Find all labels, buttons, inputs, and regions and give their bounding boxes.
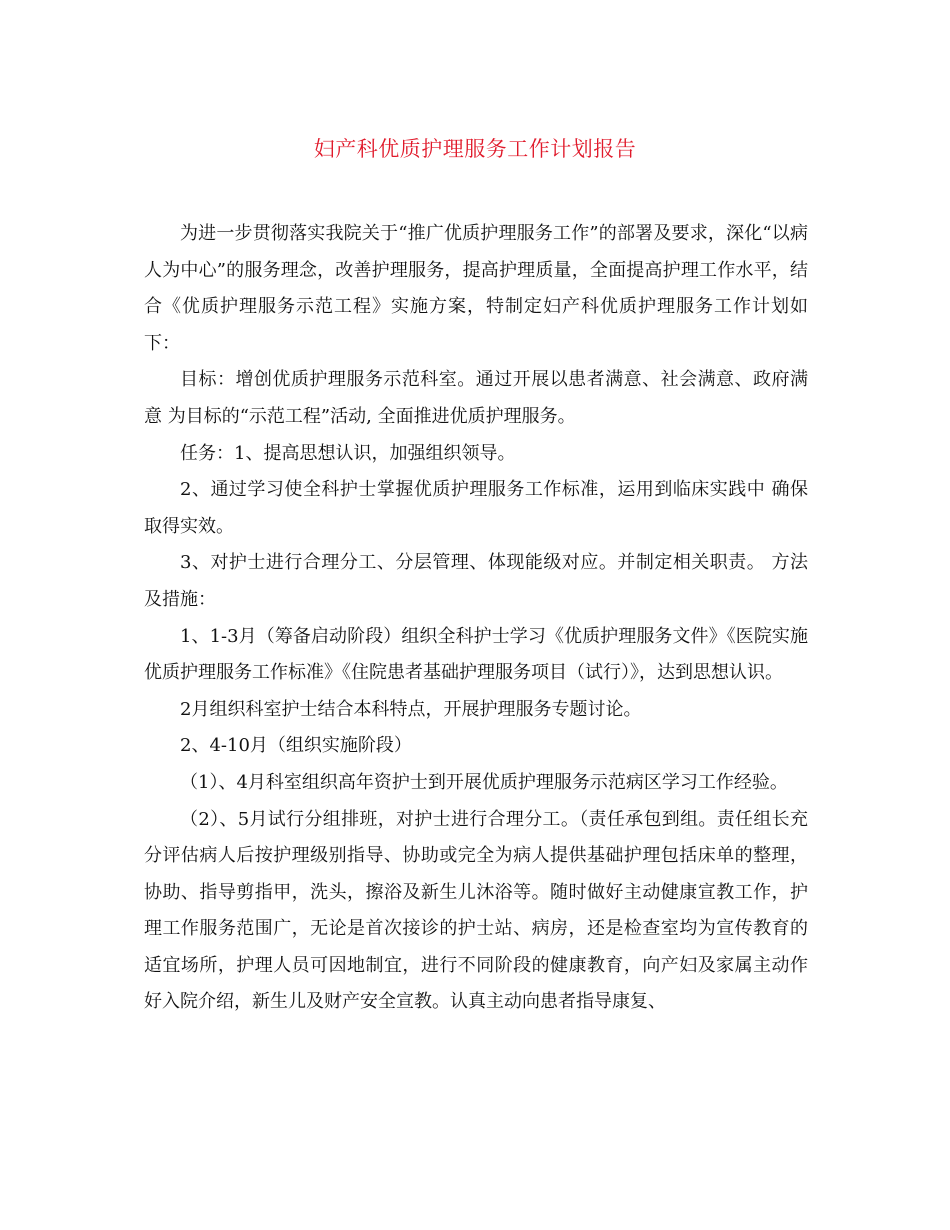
paragraph-intro: 为进一步贯彻落实我院关于“推广优质护理服务工作”的部署及要求，深化“以病人为中心”的服务理念，改善护理服务，提高护理质量，全面提高护理工作水平，结合《优质护理服务示范工程》实施方案，特制定妇产科优质护理服务工作计划如下： (144, 223, 808, 354)
paragraph-task-1: 任务：1、提高思想认识，加强组织领导。 (180, 442, 516, 464)
paragraph-task-2: 2、通过学习使全科护士掌握优质护理服务工作标准，运用到临床实践中 确保取得实效。 (144, 479, 808, 537)
paragraph-phase-1: 1、1-3月（筹备启动阶段）组织全科护士学习《优质护理服务文件》《医院实施优质护理服务工作标准》《住院患者基础护理服务项目（试行）》，达到思想认识。 (144, 625, 808, 684)
paragraph-february: 2月组织科室护士结合本科特点，开展护理服务专题讨论。 (180, 698, 642, 720)
paragraph-task-3: 3、对护士进行合理分工、分层管理、体现能级对应。并制定相关职责。 方法及措施： (144, 552, 808, 610)
paragraph-item-2: （2）、5月试行分组排班，对护士进行合理分工。（责任承包到组。责任组长充分评估病人后按护理级别指导、协助或完全为病人提供基础护理包括床单的整理，协助、指导剪指甲，洗头，擦浴及新生儿沐浴等。随时做好主动健康宣教工作，护理工作服务范围广，无论是首次接诊的护士站、病房，还是检查室均为宣传教育的适宜场所，护理人员可因地制宜，进行不同阶段的健康教育，向产妇及家属主动作好入院介绍，新生儿及财产安全宣教。认真主动向患者指导康复、 (144, 808, 808, 1013)
paragraph-phase-2: 2、4-10月（组织实施阶段） (180, 735, 412, 757)
paragraph-goal: 目标：增创优质护理服务示范科室。通过开展以患者满意、社会满意、政府满意 为目标的“示范工程”活动, 全面推进优质护理服务。 (144, 369, 808, 427)
document-title: 妇产科优质护理服务工作计划报告 (313, 137, 637, 161)
document-body (144, 216, 808, 1021)
paragraph-item-1: （1）、4月科室组织高年资护士到开展优质护理服务示范病区学习工作经验。 (180, 771, 788, 793)
